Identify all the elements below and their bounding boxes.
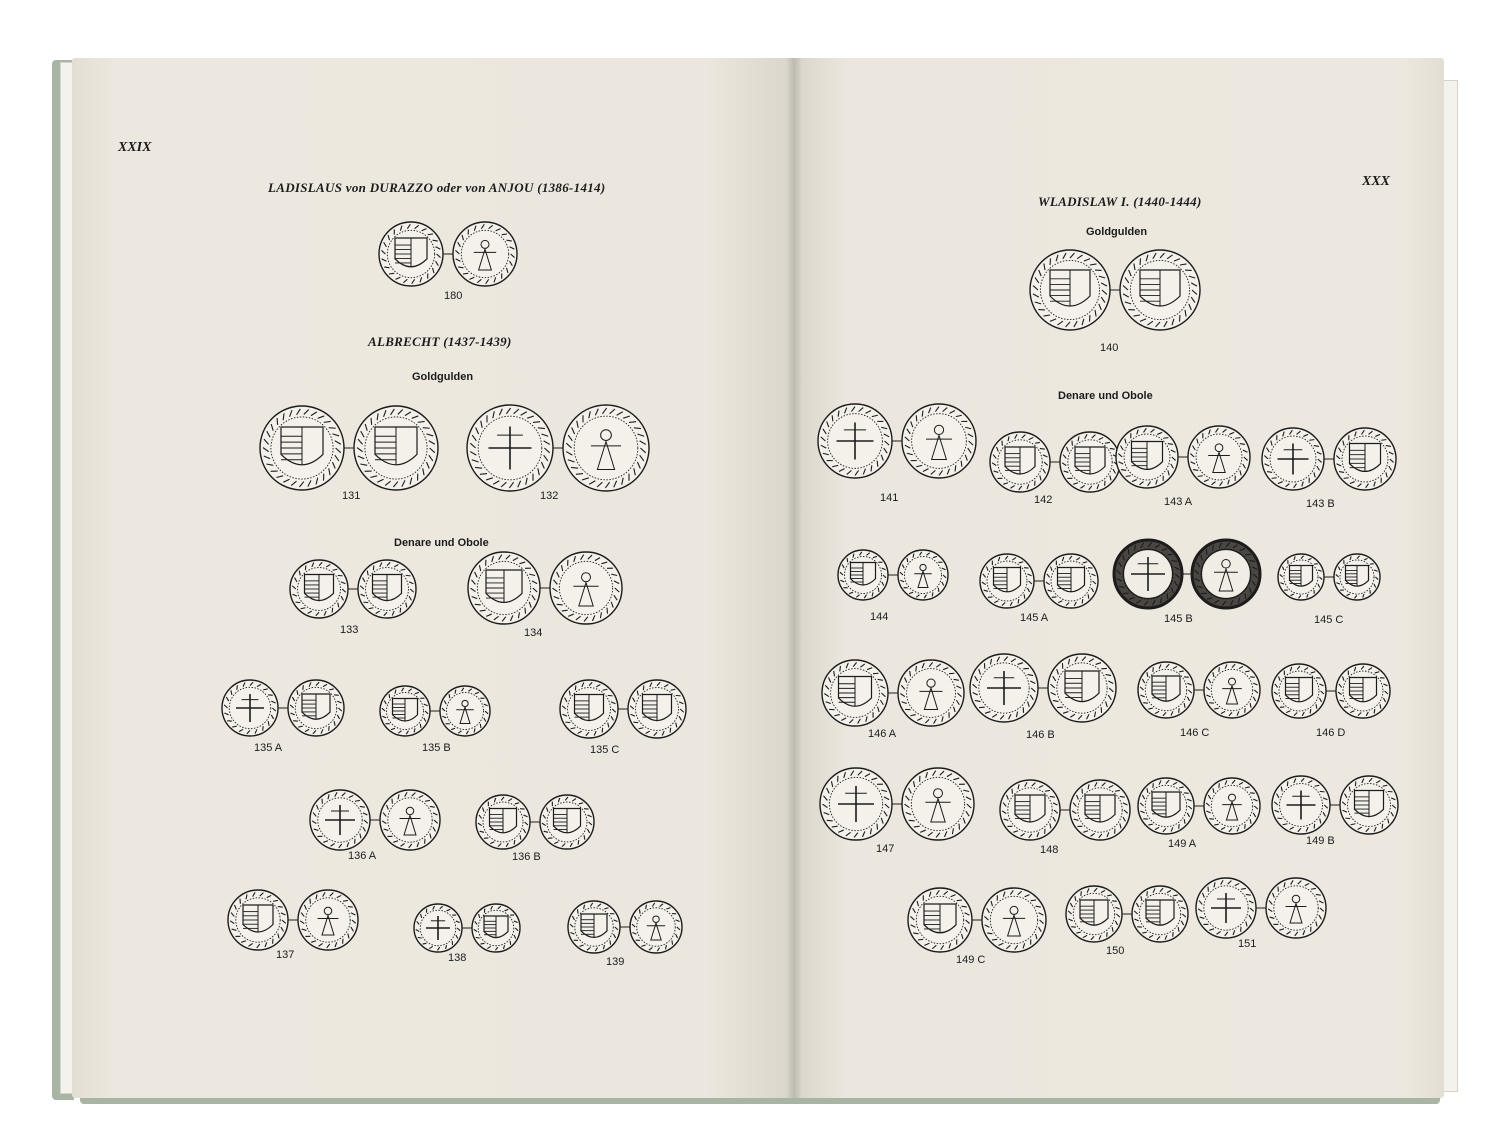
coin-146-d xyxy=(1270,662,1392,720)
coin-135-a xyxy=(220,678,346,738)
coin-label: 146 D xyxy=(1316,727,1346,739)
coin-label: 150 xyxy=(1106,945,1125,957)
coin-137 xyxy=(226,888,360,952)
coin-illustration xyxy=(1136,776,1262,836)
coin-146-c xyxy=(1136,660,1262,720)
coin-146-a xyxy=(820,658,966,728)
coin-illustration xyxy=(906,886,1048,954)
coin-illustration xyxy=(308,788,442,852)
coin-label: 141 xyxy=(880,492,899,504)
coin-illustration xyxy=(288,558,418,620)
coin-132 xyxy=(465,403,651,493)
coin-label: 143 B xyxy=(1306,498,1335,510)
coin-illustration xyxy=(378,684,492,738)
coin-label: 142 xyxy=(1034,494,1053,506)
coin-180 xyxy=(377,220,519,288)
coin-illustration xyxy=(998,778,1132,842)
coin-144 xyxy=(836,548,950,602)
coin-illustration xyxy=(258,404,440,492)
coin-label: 146 C xyxy=(1180,727,1210,739)
coin-label: 146 A xyxy=(868,728,897,740)
coin-illustration xyxy=(820,658,966,728)
coin-label: 135 A xyxy=(254,742,283,754)
coin-label: 147 xyxy=(876,843,895,855)
coin-label: 180 xyxy=(444,290,463,302)
coin-145-c xyxy=(1276,552,1382,602)
coin-150 xyxy=(1064,884,1190,944)
coin-label: 131 xyxy=(342,490,361,502)
coin-148 xyxy=(998,778,1132,842)
right-page xyxy=(794,58,1444,1098)
coin-143-a xyxy=(1114,424,1252,490)
coin-134 xyxy=(466,550,624,626)
coin-149-a xyxy=(1136,776,1262,836)
coin-139 xyxy=(566,899,684,955)
coin-label: 133 xyxy=(340,624,359,636)
coin-142 xyxy=(988,430,1122,494)
coin-illustration xyxy=(818,766,976,842)
coin-label: 144 xyxy=(870,611,889,623)
coin-illustration xyxy=(566,899,684,955)
heading-albrecht: ALBRECHT (1437-1439) xyxy=(368,334,512,349)
coin-135-c xyxy=(558,678,688,740)
coin-label: 149 C xyxy=(956,954,986,966)
coin-illustration xyxy=(1112,538,1262,610)
coin-illustration xyxy=(1136,660,1262,720)
coin-label: 145 C xyxy=(1314,614,1344,626)
coin-illustration xyxy=(220,678,346,738)
coin-138 xyxy=(412,902,522,954)
coin-133 xyxy=(288,558,418,620)
coin-illustration xyxy=(816,402,978,480)
coin-145-b xyxy=(1112,538,1262,610)
subheading-denare-und-obole: Denare und Obole xyxy=(394,537,489,549)
coin-145-a xyxy=(978,552,1100,610)
subheading-goldgulden: Goldgulden xyxy=(1086,226,1148,238)
coin-illustration xyxy=(558,678,688,740)
coin-label: 135 B xyxy=(422,742,451,754)
coin-label: 149 A xyxy=(1168,838,1197,850)
coin-illustration xyxy=(978,552,1100,610)
coin-135-b xyxy=(378,684,492,738)
book-spine xyxy=(786,58,802,1098)
coin-illustration xyxy=(988,430,1122,494)
coin-illustration xyxy=(1270,662,1392,720)
coin-label: 136 A xyxy=(348,850,377,862)
coin-131 xyxy=(258,404,440,492)
coin-label: 151 xyxy=(1238,938,1257,950)
page-number-left: XXIX xyxy=(118,140,152,155)
coin-label: 143 A xyxy=(1164,496,1193,508)
heading-ladislaus: LADISLAUS von DURAZZO oder von ANJOU (1386-1414) xyxy=(268,180,606,195)
heading-wladislaw: WLADISLAW I. (1440-1444) xyxy=(1038,194,1202,209)
coin-141 xyxy=(816,402,978,480)
subheading-goldgulden: Goldgulden xyxy=(412,371,474,383)
coin-illustration xyxy=(1194,876,1328,940)
coin-illustration xyxy=(1028,248,1202,332)
coin-146-b xyxy=(968,652,1118,724)
coin-149-c xyxy=(906,886,1048,954)
coin-label: 145 A xyxy=(1020,612,1049,624)
coin-151 xyxy=(1194,876,1328,940)
coin-label: 145 B xyxy=(1164,613,1193,625)
coin-label: 134 xyxy=(524,627,543,639)
page-number-right: XXX xyxy=(1362,174,1391,189)
coin-label: 136 B xyxy=(512,851,541,863)
coin-illustration xyxy=(1114,424,1252,490)
coin-label: 148 xyxy=(1040,844,1059,856)
coin-label: 138 xyxy=(448,952,467,964)
coin-149-b xyxy=(1270,774,1400,836)
coin-136-a xyxy=(308,788,442,852)
coin-illustration xyxy=(466,550,624,626)
coin-label: 140 xyxy=(1100,342,1119,354)
coin-illustration xyxy=(1260,426,1398,492)
coin-label: 132 xyxy=(540,490,559,502)
coin-illustration xyxy=(1064,884,1190,944)
coin-147 xyxy=(818,766,976,842)
coin-label: 149 B xyxy=(1306,835,1335,847)
coin-illustration xyxy=(465,403,651,493)
coin-illustration xyxy=(1270,774,1400,836)
coin-illustration xyxy=(474,793,596,851)
coin-label: 137 xyxy=(276,949,295,961)
coin-illustration xyxy=(1276,552,1382,602)
subheading-denare-und-obole: Denare und Obole xyxy=(1058,390,1153,402)
coin-label: 139 xyxy=(606,956,625,968)
coin-illustration xyxy=(836,548,950,602)
coin-illustration xyxy=(377,220,519,288)
coin-label: 135 C xyxy=(590,744,620,756)
coin-illustration xyxy=(226,888,360,952)
coin-illustration xyxy=(412,902,522,954)
coin-136-b xyxy=(474,793,596,851)
coin-140 xyxy=(1028,248,1202,332)
coin-label: 146 B xyxy=(1026,729,1055,741)
left-page xyxy=(72,58,794,1098)
coin-illustration xyxy=(968,652,1118,724)
coin-143-b xyxy=(1260,426,1398,492)
